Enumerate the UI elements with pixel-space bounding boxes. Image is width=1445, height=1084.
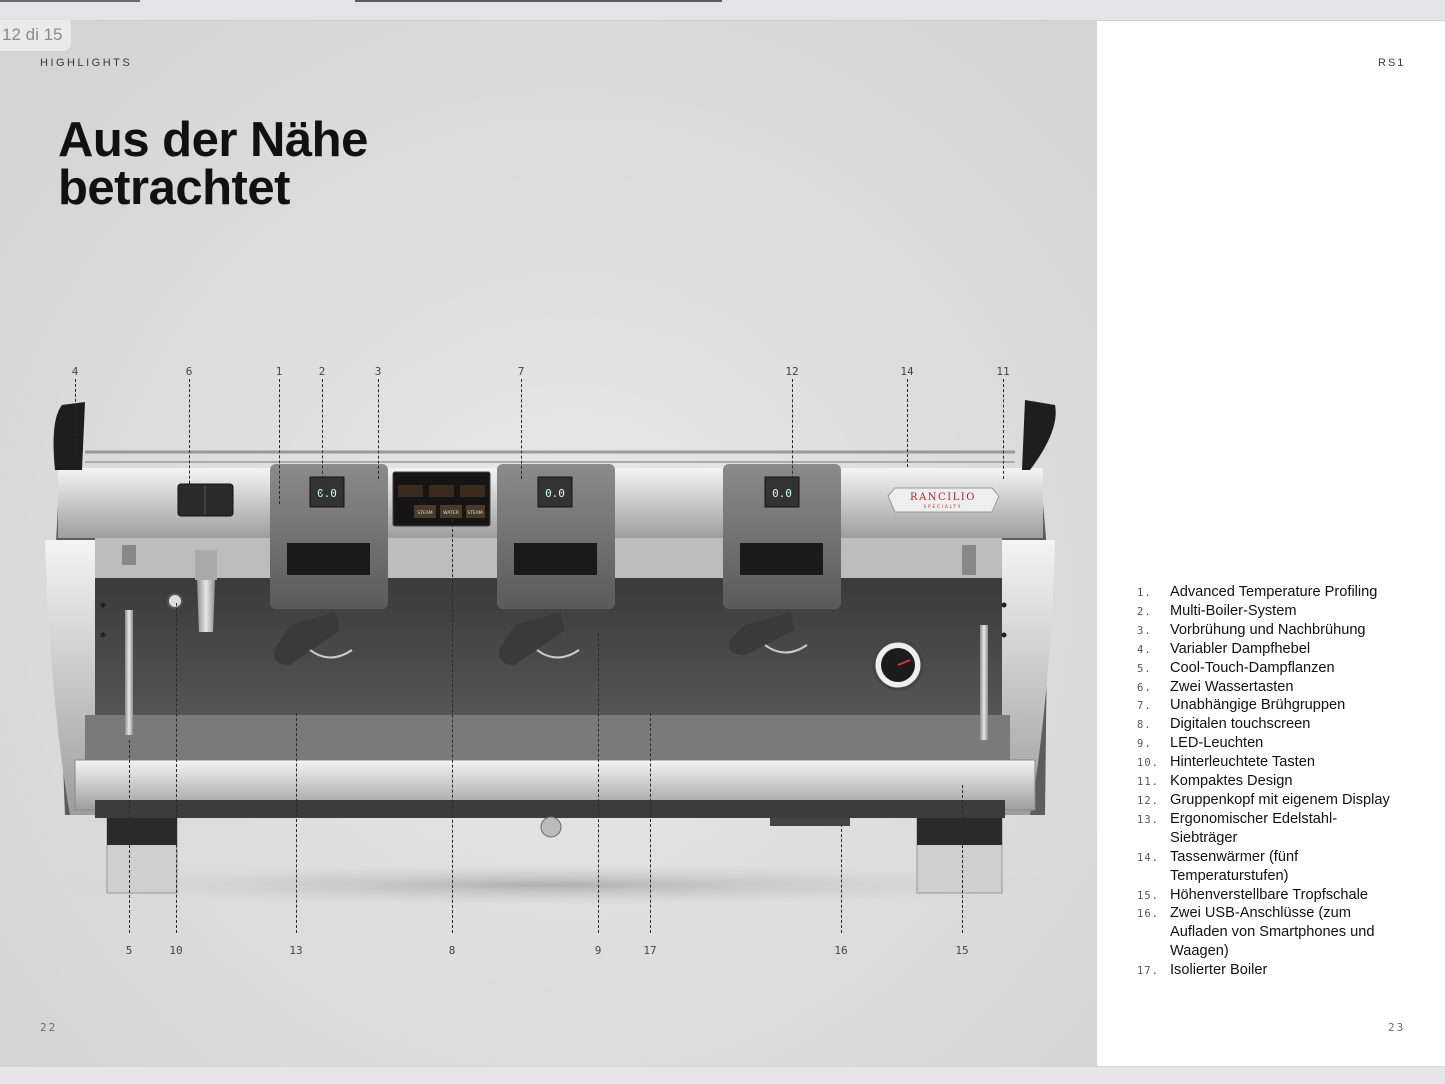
list-item-text: Höhenverstellbare Tropfschale <box>1170 886 1368 903</box>
list-item <box>1132 734 1402 753</box>
leader-line-5 <box>129 740 130 933</box>
page-number-left: 22 <box>40 1021 58 1034</box>
screen-btn-water: WATER <box>443 511 459 516</box>
callout-top-6: 6 <box>185 365 193 378</box>
list-item-text: Zwei USB-Anschlüsse (zum Aufladen von Smartphones und Waagen) <box>1170 905 1375 960</box>
group-display-3: 0.0 <box>772 487 792 500</box>
list-item-text: Zwei Wassertasten <box>1170 678 1294 695</box>
feature-list <box>1132 583 1402 980</box>
leader-line-2 <box>322 379 323 494</box>
list-item <box>1132 659 1402 678</box>
list-item-text: Cool-Touch-Dampflanzen <box>1170 659 1335 676</box>
callout-bottom-5: 5 <box>125 944 133 957</box>
brand-sub: SPECIALTY <box>923 504 963 509</box>
callout-bottom-10: 10 <box>169 944 183 957</box>
list-item-text: Multi-Boiler-System <box>1170 602 1297 619</box>
list-item-text: Vorbrühung und Nachbrühung <box>1170 621 1366 638</box>
viewer-thumb-bar <box>0 0 140 2</box>
callout-top-14: 14 <box>900 365 914 378</box>
group-display-1: 0.0 <box>317 487 337 500</box>
list-item-number: 5. <box>1137 662 1152 675</box>
list-item <box>1132 753 1402 772</box>
leader-line-17 <box>650 713 651 933</box>
list-item <box>1132 696 1402 715</box>
brand-logo: RANCILIO <box>910 492 976 503</box>
leader-line-14 <box>907 379 908 467</box>
callout-top-12: 12 <box>785 365 799 378</box>
callout-bottom-8: 8 <box>448 944 456 957</box>
leader-line-8 <box>452 519 453 933</box>
running-head-left: HIGHLIGHTS <box>40 57 133 69</box>
leader-line-16 <box>841 824 842 933</box>
leader-line-12 <box>792 379 793 494</box>
viewer-thumb-bar <box>355 0 722 2</box>
viewer-bottom-strip <box>0 1066 1445 1084</box>
leader-line-9 <box>598 633 599 933</box>
list-item <box>1132 810 1402 848</box>
list-item-text: Advanced Temperature Profiling <box>1170 584 1378 600</box>
list-item <box>1132 791 1402 810</box>
callout-bottom-17: 17 <box>643 944 657 957</box>
list-item-text: Digitalen touchscreen <box>1170 716 1311 733</box>
list-item-number: 9. <box>1137 738 1152 751</box>
callout-top-11: 11 <box>996 365 1010 378</box>
list-item-number: 15. <box>1137 889 1159 902</box>
leader-line-15 <box>962 785 963 933</box>
list-item-text: LED-Leuchten <box>1170 735 1264 752</box>
list-item-number: 14. <box>1137 851 1159 864</box>
page-number-right: 23 <box>1388 1021 1406 1034</box>
list-item <box>1132 904 1402 961</box>
leader-line-6 <box>189 379 190 504</box>
list-item <box>1132 621 1402 640</box>
list-item-number: 8. <box>1137 719 1152 732</box>
list-item-number: 6. <box>1137 681 1152 694</box>
list-item <box>1132 602 1402 621</box>
list-item-number: 4. <box>1137 643 1152 656</box>
list-item <box>1132 848 1402 886</box>
list-item-number: 7. <box>1137 700 1152 713</box>
page-indicator: 12 di 15 <box>0 20 71 51</box>
leader-line-10 <box>176 603 177 933</box>
list-item-number: 17. <box>1137 965 1159 978</box>
list-item-text: Ergonomischer Edelstahl-Siebträger <box>1170 810 1338 846</box>
leader-line-4 <box>75 379 76 451</box>
leader-line-11 <box>1003 379 1004 479</box>
callout-top-4: 4 <box>71 365 79 378</box>
list-item-text: Tassenwärmer (fünf Temperaturstufen) <box>1170 848 1299 884</box>
callout-top-1: 1 <box>275 365 283 378</box>
callout-bottom-13: 13 <box>289 944 303 957</box>
list-item-number: 13. <box>1137 813 1159 826</box>
list-item <box>1132 640 1402 659</box>
list-item-number: 2. <box>1137 605 1152 618</box>
group-display-2: 0.0 <box>545 487 565 500</box>
list-item-number: 10. <box>1137 757 1159 770</box>
screen-btn-steam-right: STEAM <box>467 511 483 516</box>
list-item <box>1132 583 1402 602</box>
page-title: Aus der Nähe betrachtet <box>58 113 368 215</box>
list-item-number: 1. <box>1137 587 1152 599</box>
callout-bottom-16: 16 <box>834 944 848 957</box>
callout-top-2: 2 <box>318 365 326 378</box>
list-item-number: 16. <box>1137 908 1159 921</box>
callout-bottom-15: 15 <box>955 944 969 957</box>
callout-bottom-9: 9 <box>594 944 602 957</box>
screen-btn-steam-left: STEAM <box>417 511 433 516</box>
list-item-text: Hinterleuchtete Tasten <box>1170 754 1315 771</box>
callout-top-3: 3 <box>374 365 382 378</box>
viewer-top-strip <box>0 0 1445 21</box>
leader-line-3 <box>378 379 379 479</box>
list-item <box>1132 961 1402 980</box>
leader-line-7 <box>521 379 522 479</box>
leader-line-13 <box>296 713 297 933</box>
list-item-text: Isolierter Boiler <box>1170 962 1268 979</box>
list-item-number: 11. <box>1137 776 1159 789</box>
list-item <box>1132 886 1402 905</box>
list-item <box>1132 678 1402 697</box>
list-item <box>1132 772 1402 791</box>
list-item-text: Kompaktes Design <box>1170 773 1293 790</box>
callout-top-7: 7 <box>517 365 525 378</box>
list-item-text: Unabhängige Brühgruppen <box>1170 697 1346 714</box>
list-item-text: Gruppenkopf mit eigenem Display <box>1170 791 1390 808</box>
leader-line-1 <box>279 379 280 504</box>
running-head-right: RS1 <box>1378 57 1406 69</box>
list-item-number: 12. <box>1137 794 1159 807</box>
list-item-text: Variabler Dampfhebel <box>1170 640 1311 657</box>
list-item-number: 3. <box>1137 624 1152 637</box>
list-item <box>1132 715 1402 734</box>
